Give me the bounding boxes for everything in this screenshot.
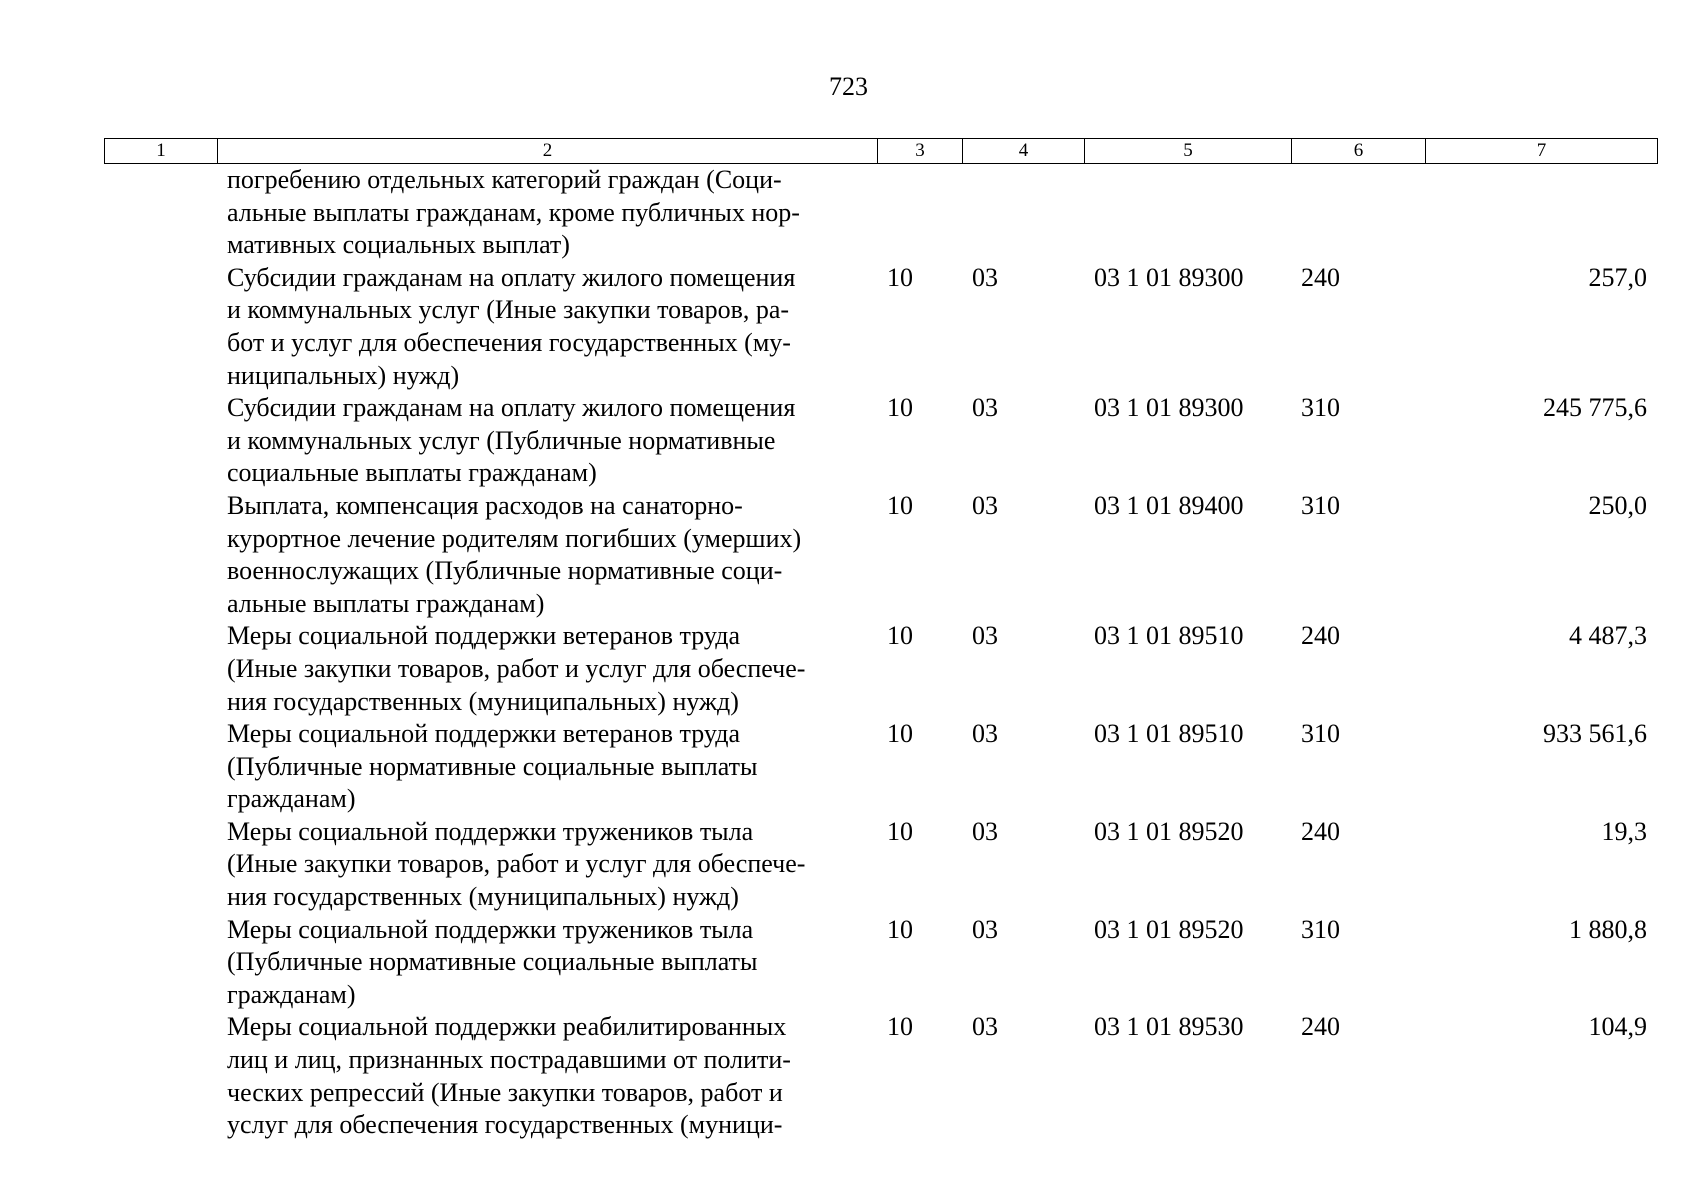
row-expense-type-cell: 310 bbox=[1301, 490, 1340, 520]
row-target-cell: 03 1 01 89300 bbox=[1094, 262, 1244, 292]
row-name-line: (Иные закупки товаров, работ и услуг для обеспече- bbox=[227, 653, 806, 683]
table-row bbox=[104, 718, 1658, 816]
row-name-line: мативных социальных выплат) bbox=[227, 230, 570, 260]
row-section-cell: 10 bbox=[887, 393, 913, 423]
table-row bbox=[104, 262, 1658, 392]
row-section-cell: 10 bbox=[887, 262, 913, 292]
row-amount-cell: 933 561,6 bbox=[1543, 719, 1647, 749]
row-name-line: военнослужащих (Публичные нормативные соци- bbox=[227, 556, 783, 586]
column-header-5: 5 bbox=[1084, 139, 1291, 163]
row-subsection-cell: 03 bbox=[972, 914, 998, 944]
row-subsection-cell: 03 bbox=[972, 816, 998, 846]
row-target-cell: 03 1 01 89510 bbox=[1094, 621, 1244, 651]
column-header-7: 7 bbox=[1425, 139, 1657, 163]
row-subsection-cell: 03 bbox=[972, 490, 998, 520]
row-name-line: ния государственных (муниципальных) нужд) bbox=[227, 686, 739, 716]
row-name-line: гражданам) bbox=[227, 979, 356, 1009]
row-name-cell bbox=[216, 620, 876, 718]
table-row bbox=[104, 816, 1658, 914]
row-name-line: Меры социальной поддержки реабилитированных bbox=[227, 1012, 787, 1042]
row-number-cell bbox=[104, 392, 216, 490]
row-name-line: и коммунальных услуг (Иные закупки товаров, ра- bbox=[227, 295, 790, 325]
row-name-cell bbox=[216, 816, 876, 914]
row-name-line: и коммунальных услуг (Публичные нормативные bbox=[227, 425, 776, 455]
row-name-line: услуг для обеспечения государственных (муници- bbox=[227, 1110, 783, 1140]
row-section-cell bbox=[876, 164, 961, 262]
row-name-line: гражданам) bbox=[227, 784, 356, 814]
row-target-cell: 03 1 01 89300 bbox=[1094, 393, 1244, 423]
row-amount-cell: 257,0 bbox=[1588, 262, 1647, 292]
row-name-line: ния государственных (муниципальных) нужд) bbox=[227, 882, 739, 912]
row-subsection-cell: 03 bbox=[972, 262, 998, 292]
row-name-line: (Публичные нормативные социальные выплаты bbox=[227, 947, 758, 977]
row-name-cell bbox=[216, 392, 876, 490]
column-header-3: 3 bbox=[877, 139, 962, 163]
row-name-line: Меры социальной поддержки ветеранов труда bbox=[227, 719, 741, 749]
row-name-line: курортное лечение родителям погибших (умерших) bbox=[227, 523, 802, 553]
row-number-cell bbox=[104, 816, 216, 914]
row-number-cell bbox=[104, 164, 216, 262]
table-row bbox=[104, 490, 1658, 620]
row-target-cell: 03 1 01 89510 bbox=[1094, 719, 1244, 749]
row-section-cell: 10 bbox=[887, 1012, 913, 1042]
row-number-cell bbox=[104, 718, 216, 816]
column-header-4: 4 bbox=[962, 139, 1084, 163]
table-row bbox=[104, 392, 1658, 490]
row-expense-type-cell: 240 bbox=[1301, 262, 1340, 292]
row-number-cell bbox=[104, 262, 216, 392]
row-name-line: погребению отдельных категорий граждан (Соци- bbox=[227, 165, 782, 194]
row-target-cell bbox=[1083, 164, 1290, 262]
table-row bbox=[104, 1011, 1658, 1141]
row-name-line: бот и услуг для обеспечения государственных (му- bbox=[227, 327, 791, 357]
row-subsection-cell: 03 bbox=[972, 393, 998, 423]
column-header-2: 2 bbox=[217, 139, 877, 163]
row-target-cell: 03 1 01 89400 bbox=[1094, 490, 1244, 520]
column-header-1: 1 bbox=[156, 140, 166, 161]
row-expense-type-cell: 310 bbox=[1301, 914, 1340, 944]
row-section-cell: 10 bbox=[887, 816, 913, 846]
row-name-line: социальные выплаты гражданам) bbox=[227, 458, 597, 488]
row-section-cell: 10 bbox=[887, 719, 913, 749]
row-name-line: ческих репрессий (Иные закупки товаров, работ и bbox=[227, 1077, 783, 1107]
row-name-cell bbox=[216, 490, 876, 620]
row-name-line: альные выплаты гражданам, кроме публичных нор- bbox=[227, 197, 800, 227]
page-number: 723 bbox=[829, 72, 868, 101]
table-row bbox=[104, 620, 1658, 718]
row-name-line: альные выплаты гражданам) bbox=[227, 588, 545, 618]
row-name-line: ниципальных) нужд) bbox=[227, 360, 460, 390]
row-expense-type-cell: 240 bbox=[1301, 816, 1340, 846]
row-amount-cell: 1 880,8 bbox=[1569, 914, 1647, 944]
row-expense-type-cell: 240 bbox=[1301, 621, 1340, 651]
row-number-cell bbox=[104, 620, 216, 718]
row-name-cell bbox=[216, 164, 876, 262]
row-expense-type-cell: 310 bbox=[1301, 719, 1340, 749]
table-row bbox=[104, 164, 1658, 262]
row-name-line: (Иные закупки товаров, работ и услуг для обеспече- bbox=[227, 849, 806, 879]
row-subsection-cell: 03 bbox=[972, 719, 998, 749]
row-amount-cell: 250,0 bbox=[1588, 490, 1647, 520]
row-section-cell: 10 bbox=[887, 621, 913, 651]
table-body bbox=[104, 164, 1658, 1142]
row-number-cell bbox=[104, 914, 216, 1012]
row-name-line: лиц и лиц, признанных пострадавшими от полити- bbox=[227, 1045, 791, 1075]
row-name-line: Выплата, компенсация расходов на санаторно- bbox=[227, 490, 743, 520]
row-name-cell bbox=[216, 718, 876, 816]
row-name-cell bbox=[216, 262, 876, 392]
row-section-cell: 10 bbox=[887, 490, 913, 520]
row-target-cell: 03 1 01 89530 bbox=[1094, 1012, 1244, 1042]
row-amount-cell bbox=[1424, 164, 1658, 262]
row-name-line: Меры социальной поддержки тружеников тыла bbox=[227, 816, 754, 846]
row-name-line: (Публичные нормативные социальные выплаты bbox=[227, 751, 758, 781]
row-amount-cell: 245 775,6 bbox=[1543, 393, 1647, 423]
row-name-line: Субсидии гражданам на оплату жилого помещения bbox=[227, 393, 796, 423]
row-amount-cell: 4 487,3 bbox=[1569, 621, 1647, 651]
row-subsection-cell: 03 bbox=[972, 1012, 998, 1042]
row-number-cell bbox=[104, 1011, 216, 1141]
column-header-6: 6 bbox=[1291, 139, 1425, 163]
row-section-cell: 10 bbox=[887, 914, 913, 944]
row-name-cell bbox=[216, 1011, 876, 1141]
table-row bbox=[104, 914, 1658, 1012]
row-target-cell: 03 1 01 89520 bbox=[1094, 816, 1244, 846]
row-target-cell: 03 1 01 89520 bbox=[1094, 914, 1244, 944]
row-expense-type-cell: 310 bbox=[1301, 393, 1340, 423]
row-subsection-cell: 03 bbox=[972, 621, 998, 651]
row-name-line: Меры социальной поддержки тружеников тыла bbox=[227, 914, 754, 944]
row-expense-type-cell: 240 bbox=[1301, 1012, 1340, 1042]
row-name-cell bbox=[216, 914, 876, 1012]
row-name-line: Меры социальной поддержки ветеранов труда bbox=[227, 621, 741, 651]
row-number-cell bbox=[104, 490, 216, 620]
row-expense-type-cell bbox=[1290, 164, 1424, 262]
row-subsection-cell bbox=[961, 164, 1083, 262]
row-name-line: Субсидии гражданам на оплату жилого помещения bbox=[227, 262, 796, 292]
table-header bbox=[104, 138, 1658, 164]
row-amount-cell: 104,9 bbox=[1588, 1012, 1647, 1042]
row-amount-cell: 19,3 bbox=[1601, 816, 1647, 846]
